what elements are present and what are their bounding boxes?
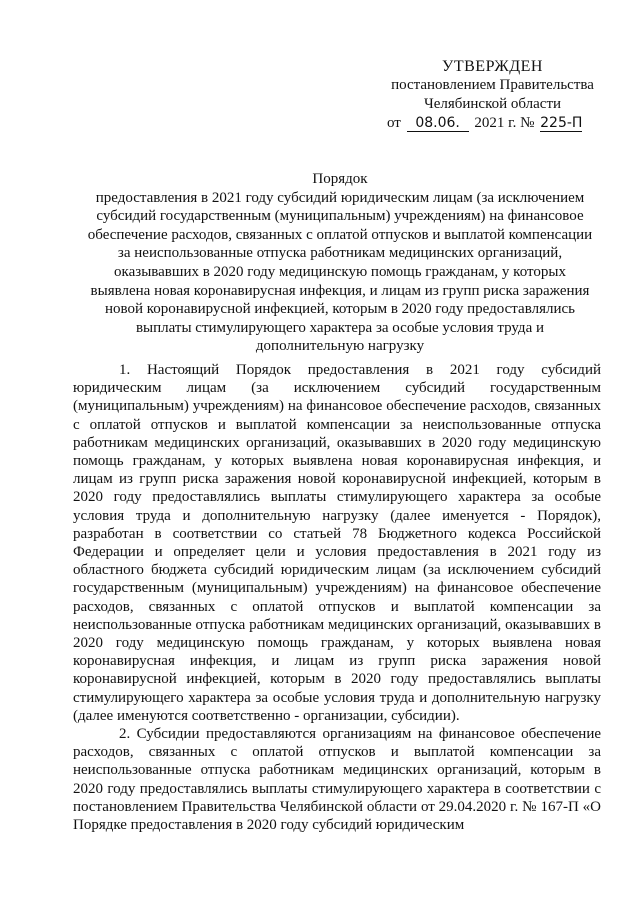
from-prefix: от [387,115,401,131]
heading-line: новой коронавирусной инфекцией, которым в 2020 году предоставлялись [105,301,575,318]
approval-line-2: Челябинской области [423,96,562,112]
document-heading [80,170,600,356]
heading-line: субсидий государственным (муниципальным) учреждениям) на финансовое [96,208,584,225]
heading-line: за неиспользованные отпуска работникам медицинских организаций, [117,245,563,262]
handwritten-number: 225-П [540,115,583,131]
heading-line: выявлена новая коронавирусная инфекция, и лицам из групп риска заражения [90,282,590,299]
heading-line: выплаты стимулирующего характера за особые условия труда и [135,319,545,336]
approval-stamp [385,57,600,133]
year-label: 2021 г. № [474,115,535,131]
heading-line: предоставления в 2021 году субсидий юридическим лицам (за исключением [95,189,585,206]
heading-line: оказывавших в 2020 году медицинскую помощь гражданам, у которых [114,263,566,280]
approval-line-1: постановлением Правительства [391,77,594,93]
paragraph-1: 1. Настоящий Порядок предоставления в 2021 году субсидий юридическим лицам (за исключением субсидий государственным (муниципальным) учреждениям) на финансовое обеспечение расходов, связанных с оплатой отпусков и выплатой компенсации за неиспользованные отпуска работникам медицинских организаций, оказывавших в 2020 году медицинскую помощь гражданам, у которых выявлена новая коронавирусная инфекция, и лицам из групп риска заражения новой коронавирусной инфекцией, которым в 2020 году предоставлялись выплаты стимулирующего характера за особые условия труда и дополнительную нагрузку (далее именуется - Порядок), разработан в соответствии со статьей 78 Бюджетного кодекса Российской Федерации и определяет цели и условия предоставления в 2021 году из областного бюджета субсидий юридическим лицам (за исключением субсидий государственным (муниципальным) учреждениям) на финансовое обеспечение расходов, связанных с оплатой отпусков и выплатой компенсации за неиспользованные отпуска работникам медицинских организаций, оказывавших в 2020 году медицинскую помощь гражданам, у которых выявлена новая коронавирусная инфекция, и лицам из групп риска заражения новой коронавирусной инфекцией, которым в 2020 году предоставлялись выплаты стимулирующего характера за особые условия труда и дополнительную нагрузку (далее именуются соответственно - организации, субсидии). [73,362,601,724]
document-body [73,361,601,834]
approval-title: УТВЕРЖДЕН [442,58,543,75]
paragraph-2: 2. Субсидии предоставляются организациям на финансовое обеспечение расходов, связанных с оплатой отпусков и выплатой компенсации за неиспользованные отпуска работникам медицинских организаций, которым в 2020 году предоставлялись выплаты стимулирующего характера в соответствии с постановлением Правительства Челябинской области от 29.04.2020 г. № 167-П «О Порядке предоставления в 2020 году субсидий юридическим [73,726,601,834]
heading-title: Порядок [312,171,368,187]
approval-date-line [385,114,600,133]
heading-line: дополнительную нагрузку [255,338,425,355]
handwritten-date: 08.06. [407,116,469,132]
heading-line: обеспечение расходов, связанных с оплатой отпусков и выплатой компенсации [87,226,593,243]
